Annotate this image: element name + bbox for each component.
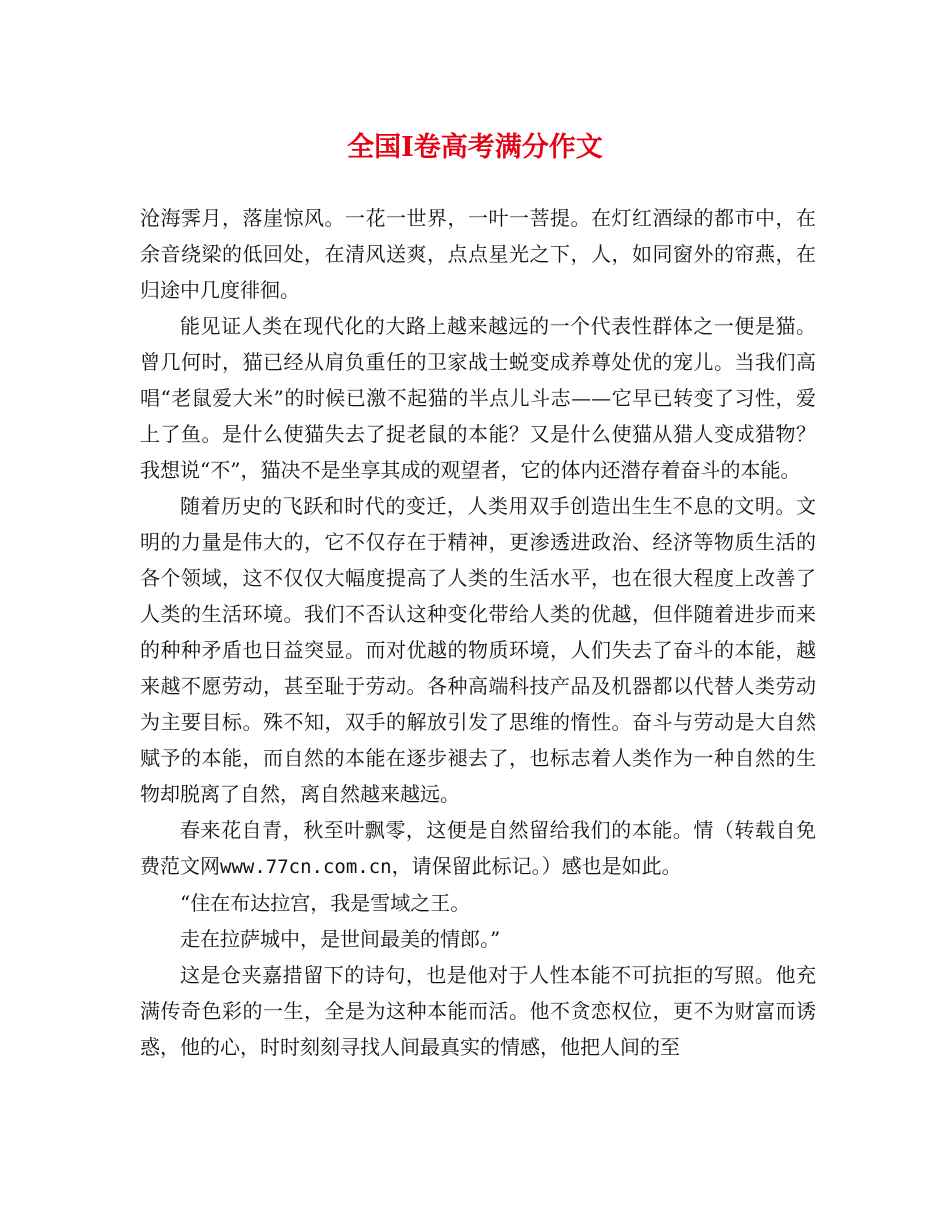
paragraph-1: 沧海霁月，落崖惊风。一花一世界，一叶一菩提。在灯红酒绿的都市中，在余音绕梁的低回处，在清风送爽，点点星光之下，人，如同窗外的帘燕，在归途中几度徘徊。 [140, 206, 816, 302]
paragraph-4 [140, 812, 816, 885]
document-body [140, 200, 816, 1065]
paragraph-3: 随着历史的飞跃和时代的变迁，人类用双手创造出生生不息的文明。文明的力量是伟大的，它不仅存在于精神，更渗透进政治、经济等物质生活的各个领域，这不仅仅大幅度提高了人类的生活水平，也在很大程度上改善了人类的生活环境。我们不否认这种变化带给人类的优越，但伴随着进步而来的种种矛盾也日益突显。而对优越的物质环境，人们失去了奋斗的本能，越来越不愿劳动，甚至耻于劳动。各种高端科技产品及机器都以代替人类劳动为主要目标。殊不知，双手的解放引发了思维的惰性。奋斗与劳动是大自然赋予的本能，而自然的本能在逐步褪去了，也标志着人类作为一种自然的生物却脱离了自然，离自然越来越远。 [140, 494, 816, 806]
poem-line-1: “住在布达拉宫，我是雪域之王。 [180, 891, 471, 915]
document-title: 全国Ⅰ卷高考满分作文 [347, 132, 603, 163]
paragraph-4-tail: ，请保留此标记。）感也是如此。 [391, 854, 682, 878]
paragraph-2: 能见证人类在现代化的大路上越来越远的一个代表性群体之一便是猫。曾几何时，猫已经从肩负重任的卫家战士蜕变成养尊处优的宠儿。当我们高唱“老鼠爱大米”的时候已激不起猫的半点儿斗志——它早已转变了习性，爱上了鱼。是什么使猫失去了捉老鼠的本能？又是什么使猫从猎人变成猎物？我想说“不”，猫决不是坐享其成的观望者，它的体内还潜存着奋斗的本能。 [140, 314, 816, 482]
paragraph-5: 这是仓夹嘉措留下的诗句，也是他对于人性本能不可抗拒的写照。他充满传奇色彩的一生，全是为这种本能而活。他不贪恋权位，更不为财富而诱惑，他的心，时时刻刻寻找人间最真实的情感，他把人间的至 [140, 963, 816, 1059]
poem-line-2: 走在拉萨城中，是世间最美的情郎。” [180, 927, 501, 951]
paragraph-4-text: 春来花自青，秋至叶飘零，这便是自然留给我们的本能。情（转载自免费范文网 [140, 818, 816, 878]
source-url: www.77cn.com.cn [220, 856, 392, 878]
